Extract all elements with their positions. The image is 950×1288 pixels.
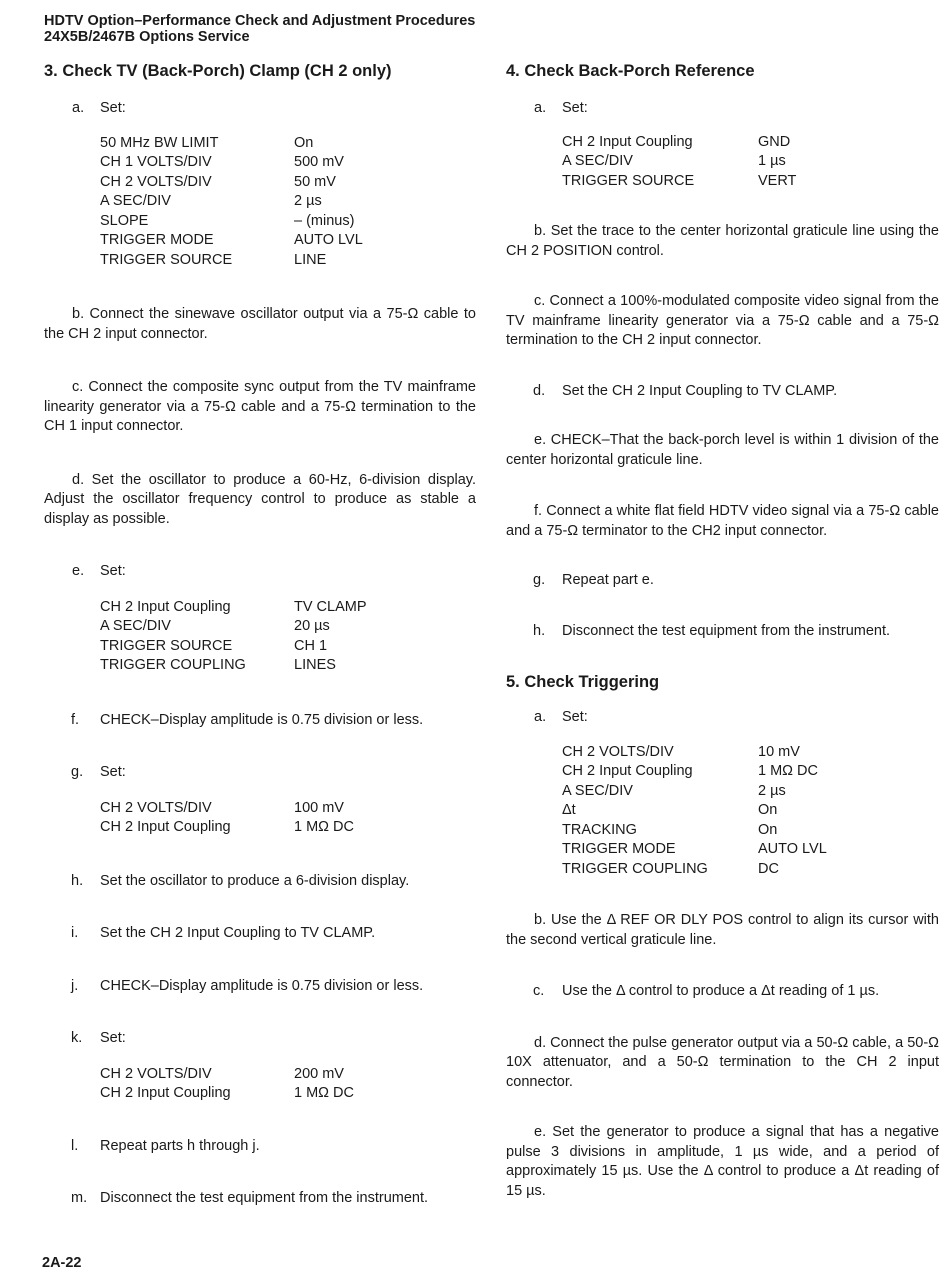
step-label: m. <box>71 1190 88 1206</box>
setting-row <box>562 860 827 880</box>
step-3j <box>44 977 476 997</box>
setting-name: CH 2 VOLTS/DIV <box>100 1065 212 1082</box>
right-column <box>506 58 939 1201</box>
setting-row <box>100 251 363 271</box>
step-label: h. <box>71 872 84 889</box>
settings-table-3e <box>100 598 367 676</box>
settings-table-4a <box>562 133 796 192</box>
setting-value: 1 µs <box>758 153 786 169</box>
setting-value: 1 MΩ DC <box>758 763 818 779</box>
setting-value: On <box>294 134 314 151</box>
step-text: Disconnect the test equipment from the instrument. <box>100 1190 429 1206</box>
step-text: Disconnect the test equipment from the instrument. <box>562 622 891 639</box>
setting-row <box>100 818 354 838</box>
step-text: Set the oscillator to produce a 6-division display. <box>100 872 410 889</box>
step-3h <box>44 872 476 892</box>
step-text: Set the CH 2 Input Coupling to TV CLAMP. <box>562 382 838 399</box>
settings-table-3a <box>100 134 363 271</box>
setting-name: CH 2 Input Coupling <box>562 763 693 779</box>
setting-value: 20 µs <box>294 618 330 634</box>
setting-name: A SEC/DIV <box>100 618 171 634</box>
step-label: g. <box>71 764 84 780</box>
step-4h <box>506 622 939 642</box>
header-title: HDTV Option–Performance Check and Adjustment Procedures <box>44 13 476 29</box>
page-header <box>44 13 475 45</box>
setting-row <box>562 133 796 153</box>
setting-name: CH 2 Input Coupling <box>100 1085 231 1101</box>
step-4e: e. CHECK–That the back-porch level is within 1 division of the center horizontal graticule line. <box>506 432 939 468</box>
setting-value: DC <box>758 860 779 877</box>
setting-value: GND <box>758 133 791 150</box>
step-3m <box>44 1189 476 1209</box>
setting-value: CH 1 <box>294 637 328 654</box>
setting-row <box>100 1065 354 1085</box>
page-number: 2A-22 <box>42 1255 82 1271</box>
setting-name: A SEC/DIV <box>562 153 633 169</box>
step-label: e. <box>72 563 85 579</box>
setting-row <box>100 799 354 819</box>
setting-value: AUTO LVL <box>294 232 363 248</box>
setting-value: VERT <box>758 172 797 189</box>
setting-row <box>100 656 367 676</box>
section-3-title: 3. Check TV (Back-Porch) Clamp (CH 2 only) <box>44 62 392 80</box>
setting-row <box>562 172 796 192</box>
step-text: Set the CH 2 Input Coupling to TV CLAMP. <box>100 925 376 941</box>
setting-value: 50 mV <box>294 173 336 190</box>
setting-name: 50 MHz BW LIMIT <box>100 134 219 151</box>
setting-name: Δt <box>562 802 576 818</box>
setting-value: LINES <box>294 657 336 673</box>
setting-row <box>562 762 827 782</box>
step-label: h. <box>533 622 546 639</box>
step-4b: b. Set the trace to the center horizontal graticule line using the CH 2 POSITION control. <box>506 223 939 259</box>
step-label: j. <box>71 977 79 994</box>
setting-value: – (minus) <box>294 212 355 229</box>
setting-value: 2 µs <box>758 782 786 799</box>
setting-row <box>100 598 367 618</box>
setting-name: A SEC/DIV <box>100 193 171 209</box>
setting-row <box>562 840 827 860</box>
step-5b: b. Use the Δ REF OR DLY POS control to align its cursor with the second vertical graticule line. <box>506 912 939 948</box>
setting-name: TRIGGER COUPLING <box>562 860 708 877</box>
step-3c: c. Connect the composite sync output from the TV mainframe linearity generator via a 75-Ω cable and a 75-Ω termination to the CH 1 input connector. <box>44 379 476 434</box>
setting-value: 1 MΩ DC <box>294 819 354 835</box>
step-text: CHECK–Display amplitude is 0.75 division or less. <box>100 711 424 728</box>
header-subtitle: 24X5B/2467B Options Service <box>44 29 250 45</box>
setting-value: 10 mV <box>758 743 800 760</box>
step-3a <box>44 99 476 119</box>
step-5e: e. Set the generator to produce a signal that has a negative pulse 3 divisions in amplitude, 1 µs wide, and a period of approximately 15 µs. Use the Δ control to produce a Δt reading of 15 µs. <box>506 1124 939 1199</box>
step-label: f. <box>71 711 80 728</box>
settings-table-5a <box>562 743 827 880</box>
setting-value: LINE <box>294 251 327 268</box>
setting-value: On <box>758 821 778 838</box>
setting-name: TRIGGER SOURCE <box>562 172 695 189</box>
step-label: k. <box>71 1030 83 1046</box>
step-4a <box>506 99 939 119</box>
step-label: g. <box>533 572 546 588</box>
setting-name: TRIGGER SOURCE <box>100 637 233 654</box>
settings-table-3g <box>100 799 354 838</box>
step-3i <box>44 924 476 944</box>
step-3b: b. Connect the sinewave oscillator output via a 75-Ω cable to the CH 2 input connector. <box>44 306 476 342</box>
step-3k <box>44 1029 476 1049</box>
setting-row <box>562 152 796 172</box>
setting-value: TV CLAMP <box>294 598 367 615</box>
setting-name: SLOPE <box>100 212 149 229</box>
setting-name: TRIGGER MODE <box>100 232 214 248</box>
left-column <box>44 58 476 1209</box>
step-3g <box>44 763 476 783</box>
step-text: Set: <box>100 764 126 780</box>
step-5d: d. Connect the pulse generator output via a 50-Ω cable, a 50-Ω 10X attenuator, and a 50-Ω termination to the CH 2 input connector. <box>506 1034 939 1090</box>
setting-name: CH 2 Input Coupling <box>100 819 231 835</box>
settings-table-3k <box>100 1065 354 1104</box>
setting-row <box>562 801 827 821</box>
setting-name: A SEC/DIV <box>562 782 633 799</box>
step-label: d. <box>533 382 546 399</box>
step-text: Set: <box>100 1030 126 1046</box>
section-5-title: 5. Check Triggering <box>506 673 660 691</box>
setting-value: 2 µs <box>294 193 322 209</box>
setting-value: On <box>758 802 778 818</box>
step-text: Set: <box>100 563 126 579</box>
step-label: a. <box>534 709 547 725</box>
setting-row <box>100 173 363 193</box>
step-4f: f. Connect a white flat field HDTV video signal via a 75-Ω cable and a 75-Ω terminator to the CH2 input connector. <box>506 503 939 539</box>
setting-row <box>100 134 363 154</box>
step-3d: d. Set the oscillator to produce a 60-Hz, 6-division display. Adjust the oscillator frequency control to produce as stable a display as possible. <box>44 471 476 527</box>
setting-name: TRIGGER MODE <box>562 841 676 857</box>
step-label: a. <box>72 100 85 116</box>
step-text: Use the Δ control to produce a Δt reading of 1 µs. <box>562 983 880 999</box>
step-4d <box>506 382 939 402</box>
setting-row <box>562 782 827 802</box>
setting-row <box>562 821 827 841</box>
setting-name: TRIGGER SOURCE <box>100 251 233 268</box>
setting-row <box>100 192 363 212</box>
setting-name: CH 2 VOLTS/DIV <box>100 173 212 190</box>
step-5c <box>506 982 939 1002</box>
step-label: i. <box>71 925 79 941</box>
setting-name: CH 2 Input Coupling <box>100 598 231 615</box>
setting-row <box>100 231 363 251</box>
setting-value: 500 mV <box>294 154 344 170</box>
setting-row <box>100 1084 354 1104</box>
step-text: Repeat part e. <box>562 572 654 588</box>
setting-value: 200 mV <box>294 1065 344 1082</box>
step-3e <box>44 562 476 582</box>
step-5a <box>506 708 939 728</box>
step-label: a. <box>534 100 547 116</box>
setting-row <box>562 743 827 763</box>
step-3l <box>44 1137 476 1157</box>
setting-name: CH 2 VOLTS/DIV <box>100 799 212 816</box>
step-text: Repeat parts h through j. <box>100 1137 260 1154</box>
section-4-title: 4. Check Back-Porch Reference <box>506 62 755 80</box>
setting-value: 1 MΩ DC <box>294 1085 354 1101</box>
setting-name: CH 2 VOLTS/DIV <box>562 743 674 760</box>
step-label: l. <box>71 1137 79 1154</box>
setting-name: CH 2 Input Coupling <box>562 133 693 150</box>
setting-row <box>100 637 367 657</box>
step-text: Set: <box>100 100 126 116</box>
step-3f <box>44 711 476 731</box>
setting-value: 100 mV <box>294 799 344 816</box>
step-label: c. <box>533 983 545 999</box>
step-text: CHECK–Display amplitude is 0.75 division or less. <box>100 977 424 994</box>
setting-row <box>100 153 363 173</box>
step-4g <box>506 571 939 591</box>
setting-value: AUTO LVL <box>758 841 827 857</box>
step-text: Set: <box>562 100 588 116</box>
step-text: Set: <box>562 709 588 725</box>
step-4c: c. Connect a 100%-modulated composite video signal from the TV mainframe linearity generator via a 75-Ω cable and a 75-Ω termination to the CH 2 input connector. <box>506 293 939 348</box>
setting-row <box>100 212 363 232</box>
setting-row <box>100 617 367 637</box>
setting-name: CH 1 VOLTS/DIV <box>100 154 212 170</box>
setting-name: TRACKING <box>562 821 637 838</box>
setting-name: TRIGGER COUPLING <box>100 657 246 673</box>
